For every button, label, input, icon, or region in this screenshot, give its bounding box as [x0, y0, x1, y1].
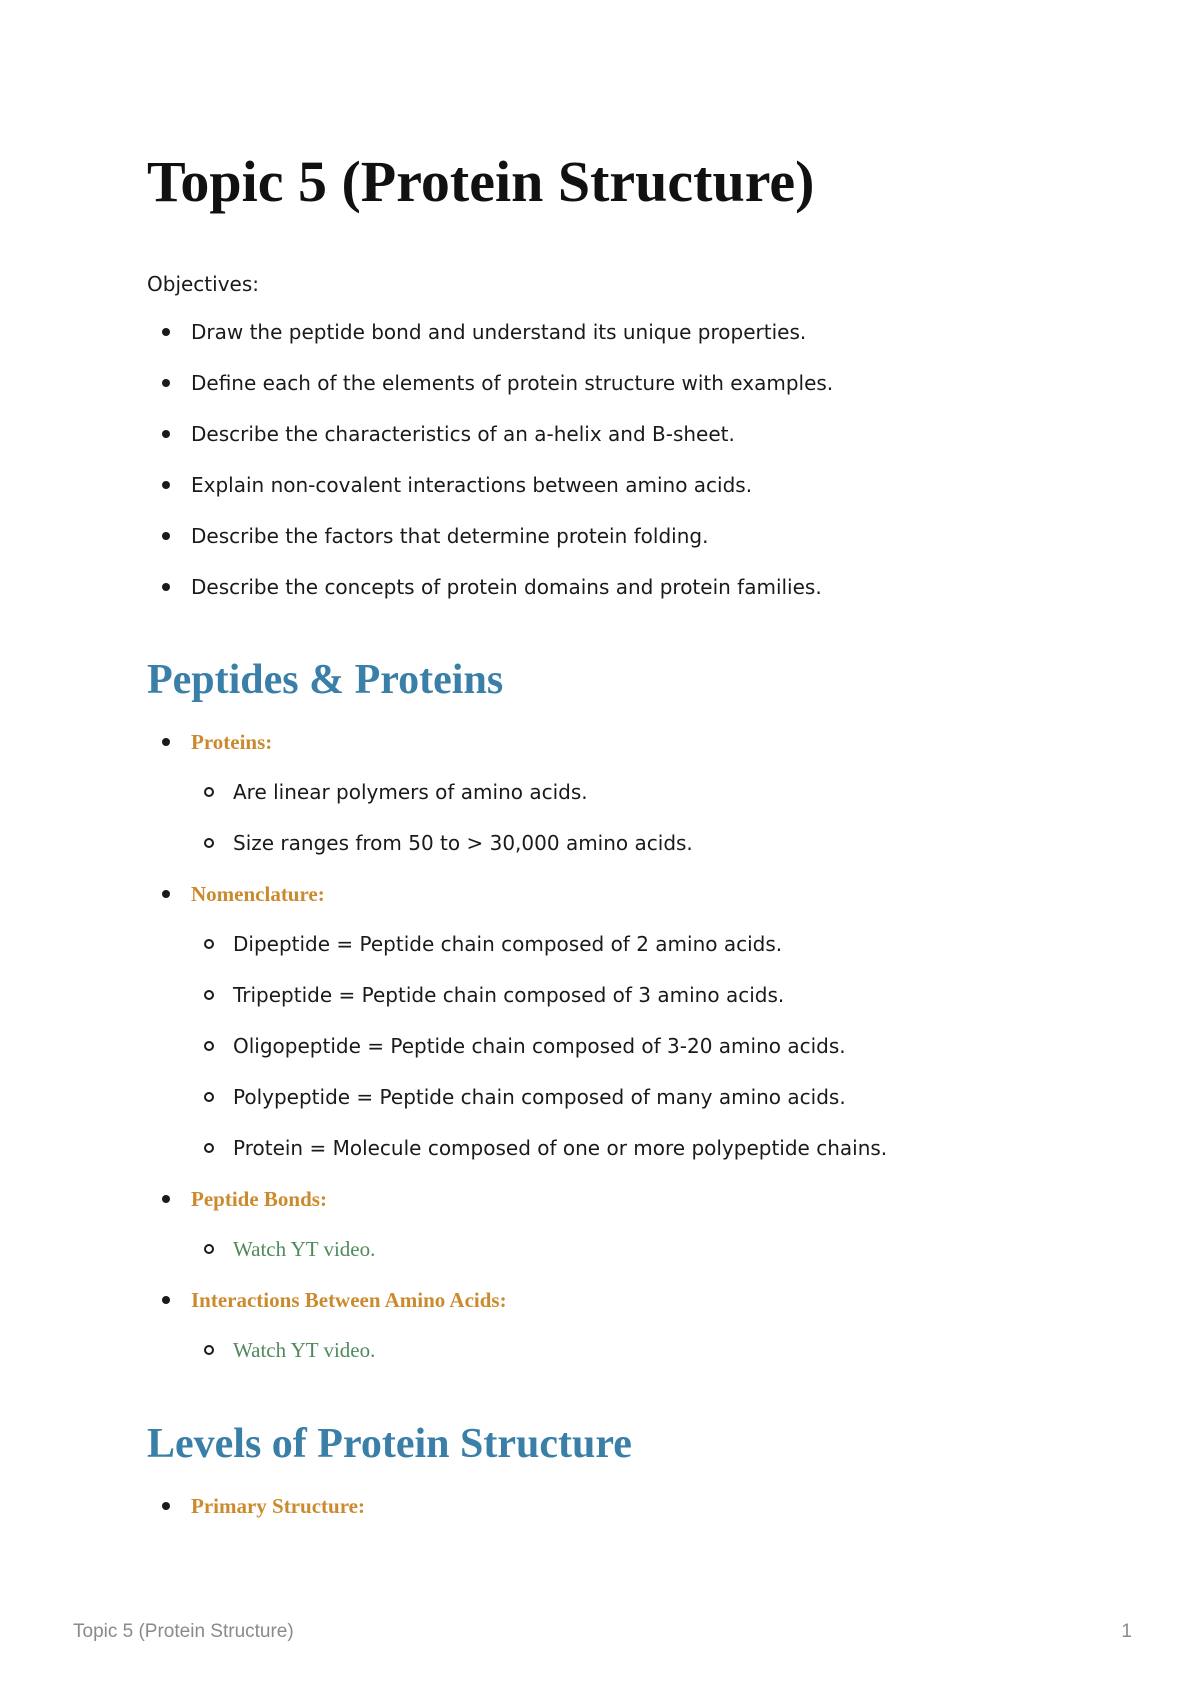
bullet-icon [162, 738, 170, 746]
bullet-icon [162, 1502, 170, 1510]
circle-bullet-icon [204, 1244, 214, 1254]
objective-item [147, 522, 1107, 573]
bullet-icon [162, 890, 170, 898]
item-label: Nomenclature: [191, 882, 325, 906]
subitem-text: Protein = Molecule composed of one or more polypeptide chains. [233, 1136, 888, 1160]
item-proteins [147, 728, 1107, 778]
bullet-icon [162, 328, 170, 336]
bullet-icon [162, 1296, 170, 1304]
objective-item [147, 318, 1107, 369]
subitem-text: Dipeptide = Peptide chain composed of 2 amino acids. [233, 932, 783, 956]
subitem [147, 778, 1107, 829]
objective-text: Draw the peptide bond and understand its unique properties. [191, 320, 807, 344]
bullet-icon [162, 1195, 170, 1203]
subitem [147, 930, 1107, 981]
item-peptide-bonds [147, 1185, 1107, 1235]
item-label: Primary Structure: [191, 1494, 365, 1518]
video-link[interactable]: Watch YT video. [233, 1237, 376, 1261]
circle-bullet-icon [204, 1345, 214, 1355]
video-link-item [147, 1235, 1107, 1286]
bullet-icon [162, 430, 170, 438]
bullet-icon [162, 379, 170, 387]
circle-bullet-icon [204, 1041, 214, 1051]
subitem [147, 981, 1107, 1032]
circle-bullet-icon [204, 1092, 214, 1102]
objective-text: Describe the characteristics of an a-helix and B-sheet. [191, 422, 735, 446]
page-title: Topic 5 (Protein Structure) [147, 149, 815, 214]
subitem [147, 1083, 1107, 1134]
subitem-text: Polypeptide = Peptide chain composed of many amino acids. [233, 1085, 846, 1109]
item-interactions [147, 1286, 1107, 1336]
bullet-icon [162, 583, 170, 591]
section-heading-peptides-proteins: Peptides & Proteins [147, 657, 504, 703]
peptides-proteins-outline [147, 728, 1107, 1387]
objectives-label: Objectives: [147, 272, 259, 296]
subitem [147, 1032, 1107, 1083]
subitem-text: Are linear polymers of amino acids. [233, 780, 588, 804]
objective-item [147, 471, 1107, 522]
circle-bullet-icon [204, 787, 214, 797]
section-heading-levels: Levels of Protein Structure [147, 1421, 632, 1467]
subitem [147, 1134, 1107, 1185]
bullet-icon [162, 532, 170, 540]
video-link-item [147, 1336, 1107, 1387]
item-label: Peptide Bonds: [191, 1187, 327, 1211]
circle-bullet-icon [204, 939, 214, 949]
subitem-text: Oligopeptide = Peptide chain composed of 3-20 amino acids. [233, 1034, 846, 1058]
objective-text: Describe the concepts of protein domains and protein families. [191, 575, 822, 599]
objective-item [147, 369, 1107, 420]
levels-outline [147, 1492, 1107, 1542]
subitem-text: Size ranges from 50 to > 30,000 amino acids. [233, 831, 693, 855]
item-label: Interactions Between Amino Acids: [191, 1288, 507, 1312]
video-link[interactable]: Watch YT video. [233, 1338, 376, 1362]
circle-bullet-icon [204, 990, 214, 1000]
circle-bullet-icon [204, 1143, 214, 1153]
objective-item [147, 420, 1107, 471]
objective-text: Explain non-covalent interactions between amino acids. [191, 473, 753, 497]
subitem-text: Tripeptide = Peptide chain composed of 3 amino acids. [233, 983, 785, 1007]
objective-text: Describe the factors that determine protein folding. [191, 524, 709, 548]
page-number: 1 [1121, 1621, 1132, 1642]
subitem [147, 829, 1107, 880]
item-label: Proteins: [191, 730, 273, 754]
footer-title: Topic 5 (Protein Structure) [73, 1621, 294, 1642]
circle-bullet-icon [204, 838, 214, 848]
item-nomenclature [147, 880, 1107, 930]
objective-text: Define each of the elements of protein structure with examples. [191, 371, 834, 395]
item-primary-structure [147, 1492, 1107, 1542]
bullet-icon [162, 481, 170, 489]
objectives-list [147, 318, 1107, 624]
objective-item [147, 573, 1107, 624]
